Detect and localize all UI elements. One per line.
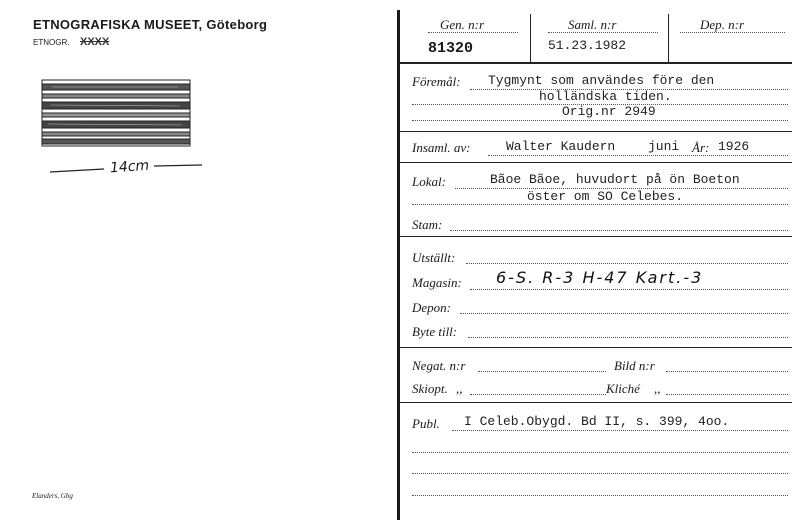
byte-label: Byte till: — [412, 324, 458, 339]
foremal-label: Föremål: — [412, 74, 461, 89]
header-bottom-line — [400, 62, 792, 64]
skiopt-value: ,, — [456, 381, 463, 396]
saml-number: 51.23.1982 — [548, 38, 627, 53]
gen-number: 81320 — [428, 40, 474, 57]
magasin-value: 6-S. R-3 H-47 Kart.-3 — [496, 268, 704, 287]
stam-bottom-line — [400, 236, 792, 237]
depon-dots — [460, 313, 788, 314]
byte-dots — [468, 337, 788, 338]
magasin-dots — [470, 289, 788, 290]
foremal-dots-3 — [412, 120, 788, 121]
byte-bottom-line — [400, 347, 792, 348]
publ-dots-4 — [412, 495, 788, 496]
kliche-value: ,, — [654, 381, 661, 396]
kliche-dots — [666, 394, 788, 395]
dep-label: Dep. n:r — [700, 17, 745, 32]
insaml-dots — [488, 155, 788, 156]
scale-note: 14cm — [109, 157, 150, 177]
etnogr-label: ETNOGR. — [33, 38, 70, 47]
ar-label: År: — [692, 140, 710, 155]
insaml-value: Walter Kaudern — [506, 139, 616, 154]
dep-dots — [680, 32, 785, 33]
ar-value: 1926 — [718, 139, 750, 154]
publ-value: I Celeb.Obygd. Bd II, s. 399, 4oo. — [464, 414, 730, 429]
header-col-divider-1 — [530, 14, 531, 62]
insaml-label: Insaml. av: — [412, 140, 471, 155]
publ-dots-1 — [452, 430, 788, 431]
kliche-bottom-line — [400, 402, 792, 403]
saml-label: Saml. n:r — [568, 17, 617, 32]
gen-dots — [428, 32, 518, 33]
kliche-label: Kliché — [606, 381, 640, 396]
stam-dots — [450, 230, 788, 231]
etnogr-struck-value: XXXX — [80, 36, 110, 48]
publ-label: Publ. — [412, 416, 440, 431]
insaml-month: juni — [648, 139, 680, 154]
depon-label: Depon: — [412, 300, 451, 315]
publ-dots-3 — [412, 473, 788, 474]
foremal-line-2: holländska tiden. — [539, 89, 672, 104]
utstallt-dots — [466, 263, 788, 264]
printer-note: Elanders, Gbg — [32, 492, 73, 500]
card-divider — [397, 10, 400, 520]
insaml-bottom-line — [400, 162, 792, 163]
lokal-line-1: Bãoe Bãoe, huvudort på ön Boeton — [490, 172, 740, 187]
foremal-bottom-line — [400, 131, 792, 132]
utstallt-label: Utställt: — [412, 250, 456, 265]
lokal-label: Lokal: — [412, 174, 446, 189]
lokal-dots-2 — [412, 204, 788, 205]
museum-title: ETNOGRAFISKA MUSEET, Göteborg — [33, 17, 268, 32]
stam-label: Stam: — [412, 217, 443, 232]
gen-label: Gen. n:r — [440, 17, 485, 32]
foremal-line-1: Tygmynt som användes före den — [488, 73, 715, 88]
foremal-line-3: Orig.nr 2949 — [562, 104, 656, 119]
negat-dots — [478, 371, 606, 372]
publ-dots-2 — [412, 452, 788, 453]
skiopt-label: Skiopt. — [412, 381, 448, 396]
bild-label: Bild n:r — [614, 358, 655, 373]
negat-label: Negat. n:r — [412, 358, 466, 373]
lokal-line-2: öster om SO Celebes. — [527, 189, 684, 204]
saml-dots — [548, 32, 658, 33]
bild-dots — [666, 371, 788, 372]
textile-money-sketch — [40, 78, 192, 148]
magasin-label: Magasin: — [412, 275, 462, 290]
skiopt-dots — [470, 394, 606, 395]
header-col-divider-2 — [668, 14, 669, 62]
